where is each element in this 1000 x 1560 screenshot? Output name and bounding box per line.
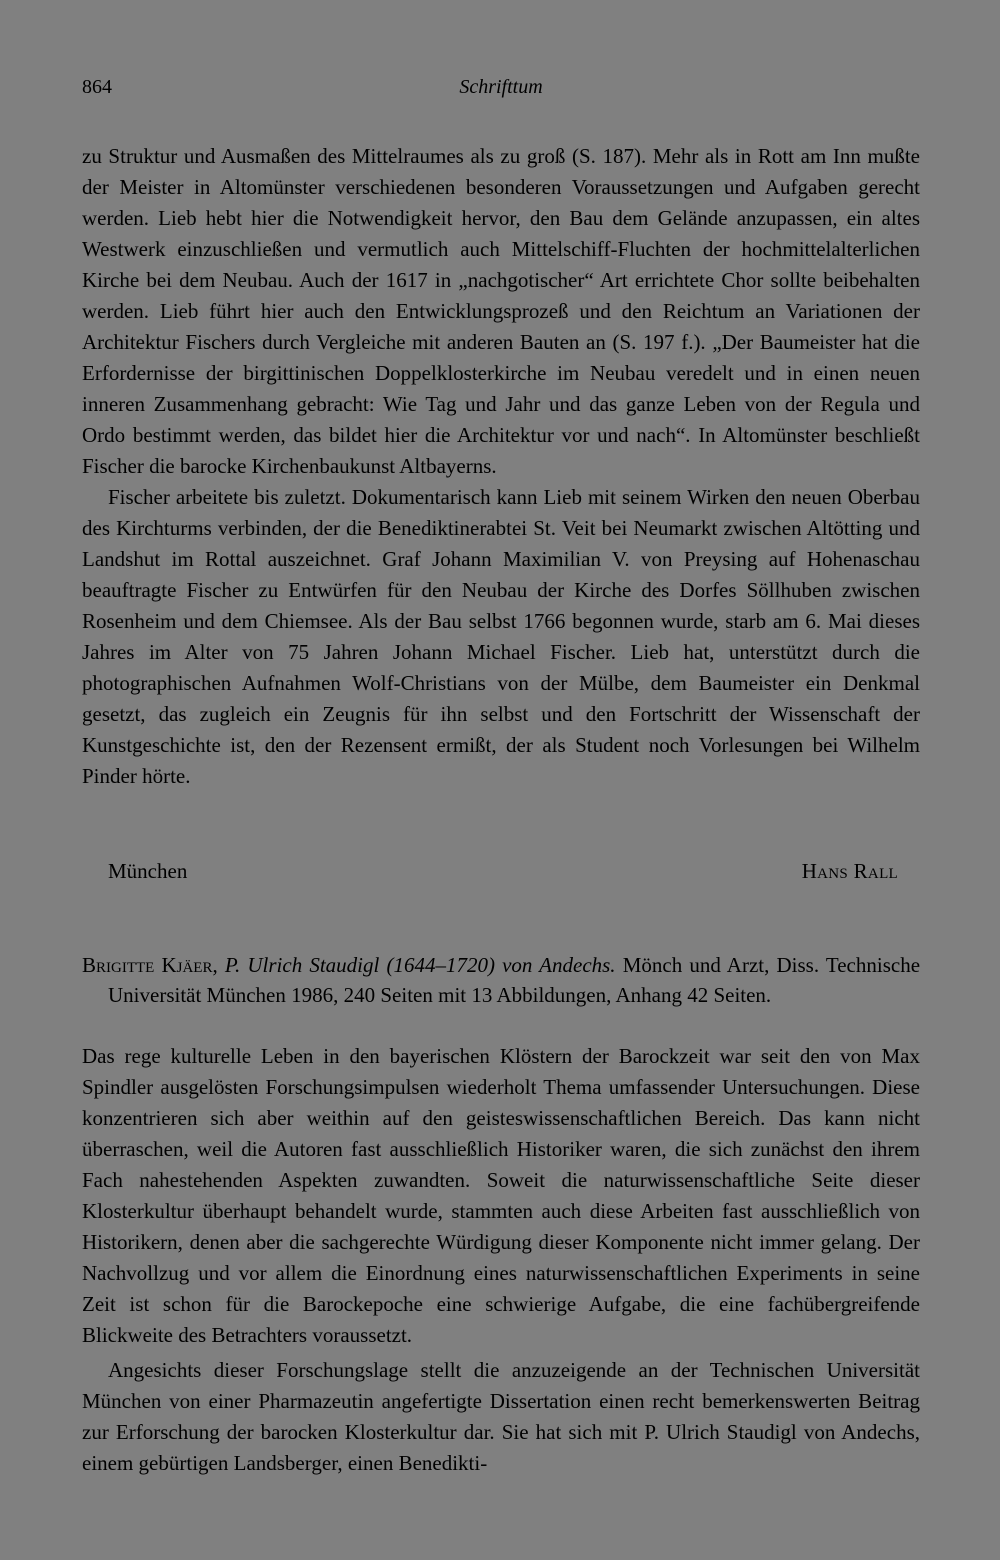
running-head: Schrifttum xyxy=(459,76,543,98)
signature-reviewer: Hans Rall xyxy=(801,859,898,883)
review2-paragraph-2: Angesichts dieser Forschungslage stellt die anzuzeigende an der Technischen Universität München von einer Pharmazeutin angefertigte Dissertation einen recht bemerkenswerten Beitrag zur Erforschung der barocken Klosterkultur dar. Sie hat sich mit P. Ulrich Staudigl von Andechs, einem gebürtigen Landsberger, einen Benedikti- xyxy=(82,1358,920,1475)
page-number: 864 xyxy=(82,76,112,98)
review-kjaer xyxy=(82,1041,920,1479)
biblio-details: Mönch und Arzt, Diss. Technische Universität München 1986, 240 Seiten mit 13 Abbildungen, Anhang 42 Seiten. xyxy=(108,953,921,1007)
biblio-author: Brigitte Kjäer, xyxy=(82,953,218,977)
page-header xyxy=(82,76,920,106)
review-signature xyxy=(108,856,898,887)
review2-paragraph-1: Das rege kulturelle Leben in den bayerischen Klöstern der Barockzeit war seit den von Max Spindler ausgelösten Forschungsimpulsen wiederholt Thema umfassender Untersuchungen. Diese konzentrieren sich aber weithin auf den geisteswissenschaftlichen Bereich. Das kann nicht überraschen, weil die Autoren fast ausschließlich Historiker waren, die sich zunächst den ihrem Fach nahestehenden Aspekten zuwandten. Soweit die naturwissenschaftliche Seite dieser Klosterkultur überhaupt behandelt wurde, stammten auch diese Arbeiten fast ausschließlich von Historikern, denen aber die sachgerechte Würdigung dieser Komponente nicht immer gelang. Der Nachvollzug und vor allem die Einordnung eines naturwissenschaftlichen Experiments in seine Zeit ist schon für die Barockepoche eine schwierige Aufgabe, die eine fachübergreifende Blickweite des Betrachters voraussetzt. xyxy=(82,1044,920,1347)
review1-paragraph-1: zu Struktur und Ausmaßen des Mittelraumes als zu groß (S. 187). Mehr als in Rott am Inn mußte der Meister in Altomünster verschiedenen besonderen Voraussetzungen und Aufgaben gerecht werden. Lieb hebt hier die Notwendigkeit hervor, den Bau dem Gelände anzupassen, ein altes Westwerk einzuschließen und vermutlich auch Mittelschiff-Fluchten der hochmittelalterlichen Kirche bei dem Neubau. Auch der 1617 in „nachgotischer“ Art errichtete Chor sollte beibehalten werden. Lieb führt hier auch den Entwicklungsprozeß und den Reichtum an Variationen der Architektur Fischers durch Vergleiche mit anderen Bauten an (S. 197 f.). „Der Baumeister hat die Erfordernisse der birgittinischen Doppelklosterkirche im Neubau veredelt und in einen neuen inneren Zusammenhang gebracht: Wie Tag und Jahr und das ganze Leben von der Regula und Ordo bestimmt werden, das bildet hier die Architektur vor und nach“. In Altomünster beschließt Fischer die barocke Kirchenbaukunst Altbayerns. xyxy=(82,144,920,478)
review-hans-rall xyxy=(82,141,920,792)
signature-place: München xyxy=(108,859,188,883)
review1-paragraph-2: Fischer arbeitete bis zuletzt. Dokumentarisch kann Lieb mit seinem Wirken den neuen Oberbau des Kirchturms verbinden, der die Benediktinerabtei St. Veit bei Neumarkt zwischen Altötting und Landshut im Rottal auszeichnet. Graf Johann Maximilian V. von Preysing auf Hohenaschau beauftragte Fischer zu Entwürfen für den Neubau der Kirche des Dorfes Söllhuben zwischen Rosenheim und dem Chiemsee. Als der Bau selbst 1766 begonnen wurde, starb am 6. Mai dieses Jahres im Alter von 75 Jahren Johann Michael Fischer. Lieb hat, unterstützt durch die photographischen Aufnahmen Wolf-Christians von der Mülbe, dem Baumeister ein Denkmal gesetzt, das zugleich ein Zeugnis für ihn selbst und den Fortschritt der Wissenschaft der Kunstgeschichte ist, den der Rezensent ermißt, der als Student noch Vorlesungen bei Wilhelm Pinder hörte. xyxy=(82,485,920,788)
biblio-title: P. Ulrich Staudigl (1644–1720) von Andechs. xyxy=(224,953,616,977)
bibliographic-entry xyxy=(82,950,920,1010)
